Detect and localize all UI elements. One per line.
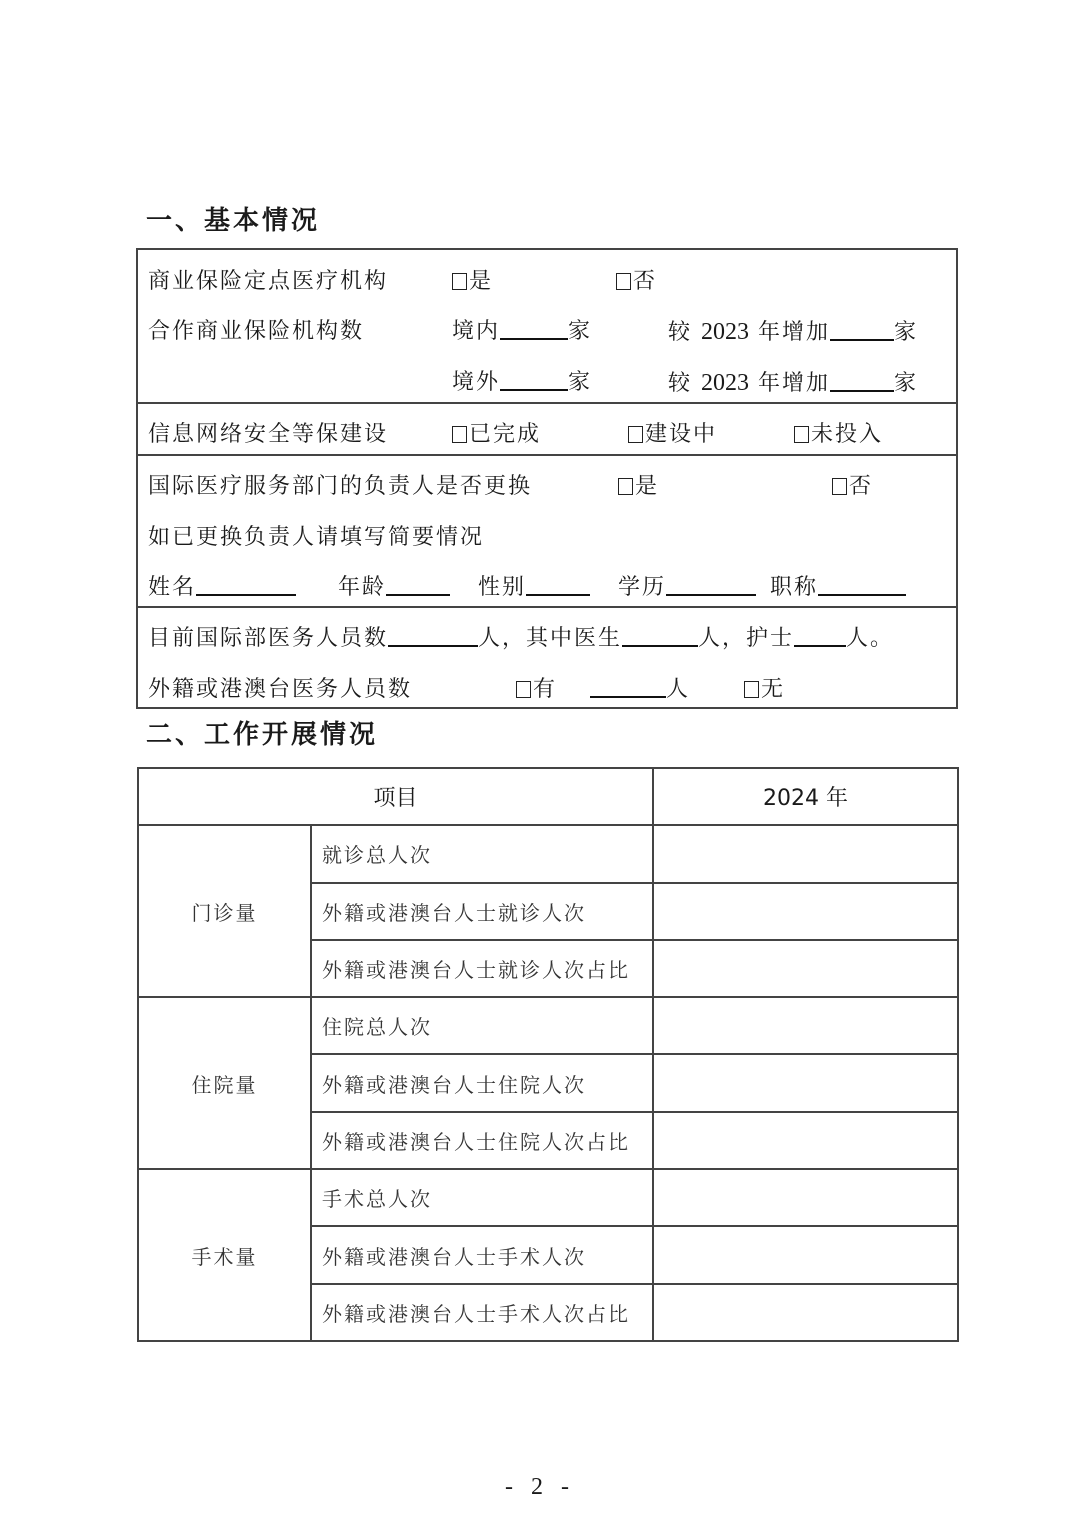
doctors-input[interactable] [622,623,698,647]
category-outpatient: 门诊量 [138,825,311,997]
gender-input[interactable] [526,572,590,596]
divider [138,454,956,456]
foreign-increase-field[interactable] [830,368,894,392]
title-input[interactable] [818,572,906,596]
value-cell[interactable] [653,1169,958,1226]
name-input[interactable] [196,572,296,596]
foreign-staff-label: 外籍或港澳台医务人员数 [148,677,413,702]
insurance-designated-no[interactable]: 否 [616,262,657,302]
partner-foreign-row [148,363,946,403]
name-field: 姓名 [148,568,296,608]
row-label: 外籍或港澳台人士手术人次占比 [311,1284,653,1341]
foreign-count: 境外 家 [452,363,592,403]
age-field: 年龄 [338,568,450,608]
category-inpatient: 住院量 [138,997,311,1169]
row-label: 外籍或港澳台人士住院人次占比 [311,1112,653,1169]
security-not-invested[interactable]: 未投入 [794,415,883,455]
checkbox-icon[interactable] [628,426,643,443]
header-year: 2024 年 [653,768,958,825]
fill-hint: 如已更换负责人请填写简要情况 [148,525,485,550]
section-2-title: 二、工作开展情况 [146,720,379,750]
table-row [138,825,958,882]
age-input[interactable] [386,572,450,596]
domestic-increase: 较 2023 年增加 家 [668,319,919,345]
insurance-designated-label: 商业保险定点医疗机构 [148,269,389,294]
table-row [138,997,958,1054]
value-cell[interactable] [653,1226,958,1283]
category-surgery: 手术量 [138,1169,311,1341]
row-label: 外籍或港澳台人士就诊人次 [311,883,653,940]
row-label: 外籍或港澳台人士手术人次 [311,1226,653,1283]
domestic-count: 境内 家 [452,312,592,352]
work-stats-table [137,767,959,1342]
value-cell[interactable] [653,940,958,997]
staff-sentence: 目前国际部医务人员数 人，其中医生 人，护士 人。 [148,619,894,659]
checkbox-icon[interactable] [452,273,467,290]
value-cell[interactable] [653,825,958,882]
insurance-designated-yes[interactable]: 是 [452,262,493,302]
value-cell[interactable] [653,1054,958,1111]
title-field: 职称 [770,568,906,608]
staff-total-input[interactable] [388,623,478,647]
checkbox-icon[interactable] [794,426,809,443]
row-label: 外籍或港澳台人士就诊人次占比 [311,940,653,997]
fill-hint-row [148,518,946,558]
basic-info-table [136,248,958,709]
foreign-staff-yes[interactable]: 有 [516,670,557,710]
partner-domestic-row [148,312,946,352]
table-row [138,1169,958,1226]
security-protection-row [148,415,946,455]
partner-insurers-label: 合作商业保险机构数 [148,319,365,344]
foreign-staff-no[interactable]: 无 [744,670,785,710]
divider [138,606,956,608]
checkbox-icon[interactable] [616,273,631,290]
table-header-row [138,768,958,825]
row-label: 住院总人次 [311,997,653,1054]
gender-field: 性别 [478,568,590,608]
row-label: 手术总人次 [311,1169,653,1226]
foreign-staff-row [148,670,946,710]
section-1-title: 一、基本情况 [146,206,321,236]
security-in-progress[interactable]: 建设中 [628,415,717,455]
nurses-input[interactable] [794,623,846,647]
foreign-increase: 较 2023 年增加 家 [668,370,919,396]
value-cell[interactable] [653,883,958,940]
row-label: 外籍或港澳台人士住院人次 [311,1054,653,1111]
head-changed-label: 国际医疗服务部门的负责人是否更换 [148,474,533,499]
insurance-designated-row [148,262,946,302]
checkbox-icon[interactable] [744,681,759,698]
head-changed-no[interactable]: 否 [832,467,873,507]
checkbox-icon[interactable] [452,426,467,443]
foreign-staff-count: 人 [590,670,690,710]
checkbox-icon[interactable] [618,478,633,495]
foreign-staff-count-input[interactable] [590,674,666,698]
head-changed-yes[interactable]: 是 [618,467,659,507]
domestic-count-field[interactable] [500,316,568,340]
education-field: 学历 [618,568,756,608]
checkbox-icon[interactable] [832,478,847,495]
header-item: 项目 [138,768,653,825]
head-fields-row [148,568,946,608]
security-done[interactable]: 已完成 [452,415,541,455]
divider [138,402,956,404]
staff-row [148,619,946,659]
value-cell[interactable] [653,997,958,1054]
page-number: - 2 - [505,1474,575,1500]
security-protection-label: 信息网络安全等保建设 [148,422,389,447]
education-input[interactable] [666,572,756,596]
checkbox-icon[interactable] [516,681,531,698]
foreign-count-field[interactable] [500,367,568,391]
value-cell[interactable] [653,1112,958,1169]
head-changed-row [148,467,946,507]
domestic-increase-field[interactable] [830,317,894,341]
value-cell[interactable] [653,1284,958,1341]
row-label: 就诊总人次 [311,825,653,882]
